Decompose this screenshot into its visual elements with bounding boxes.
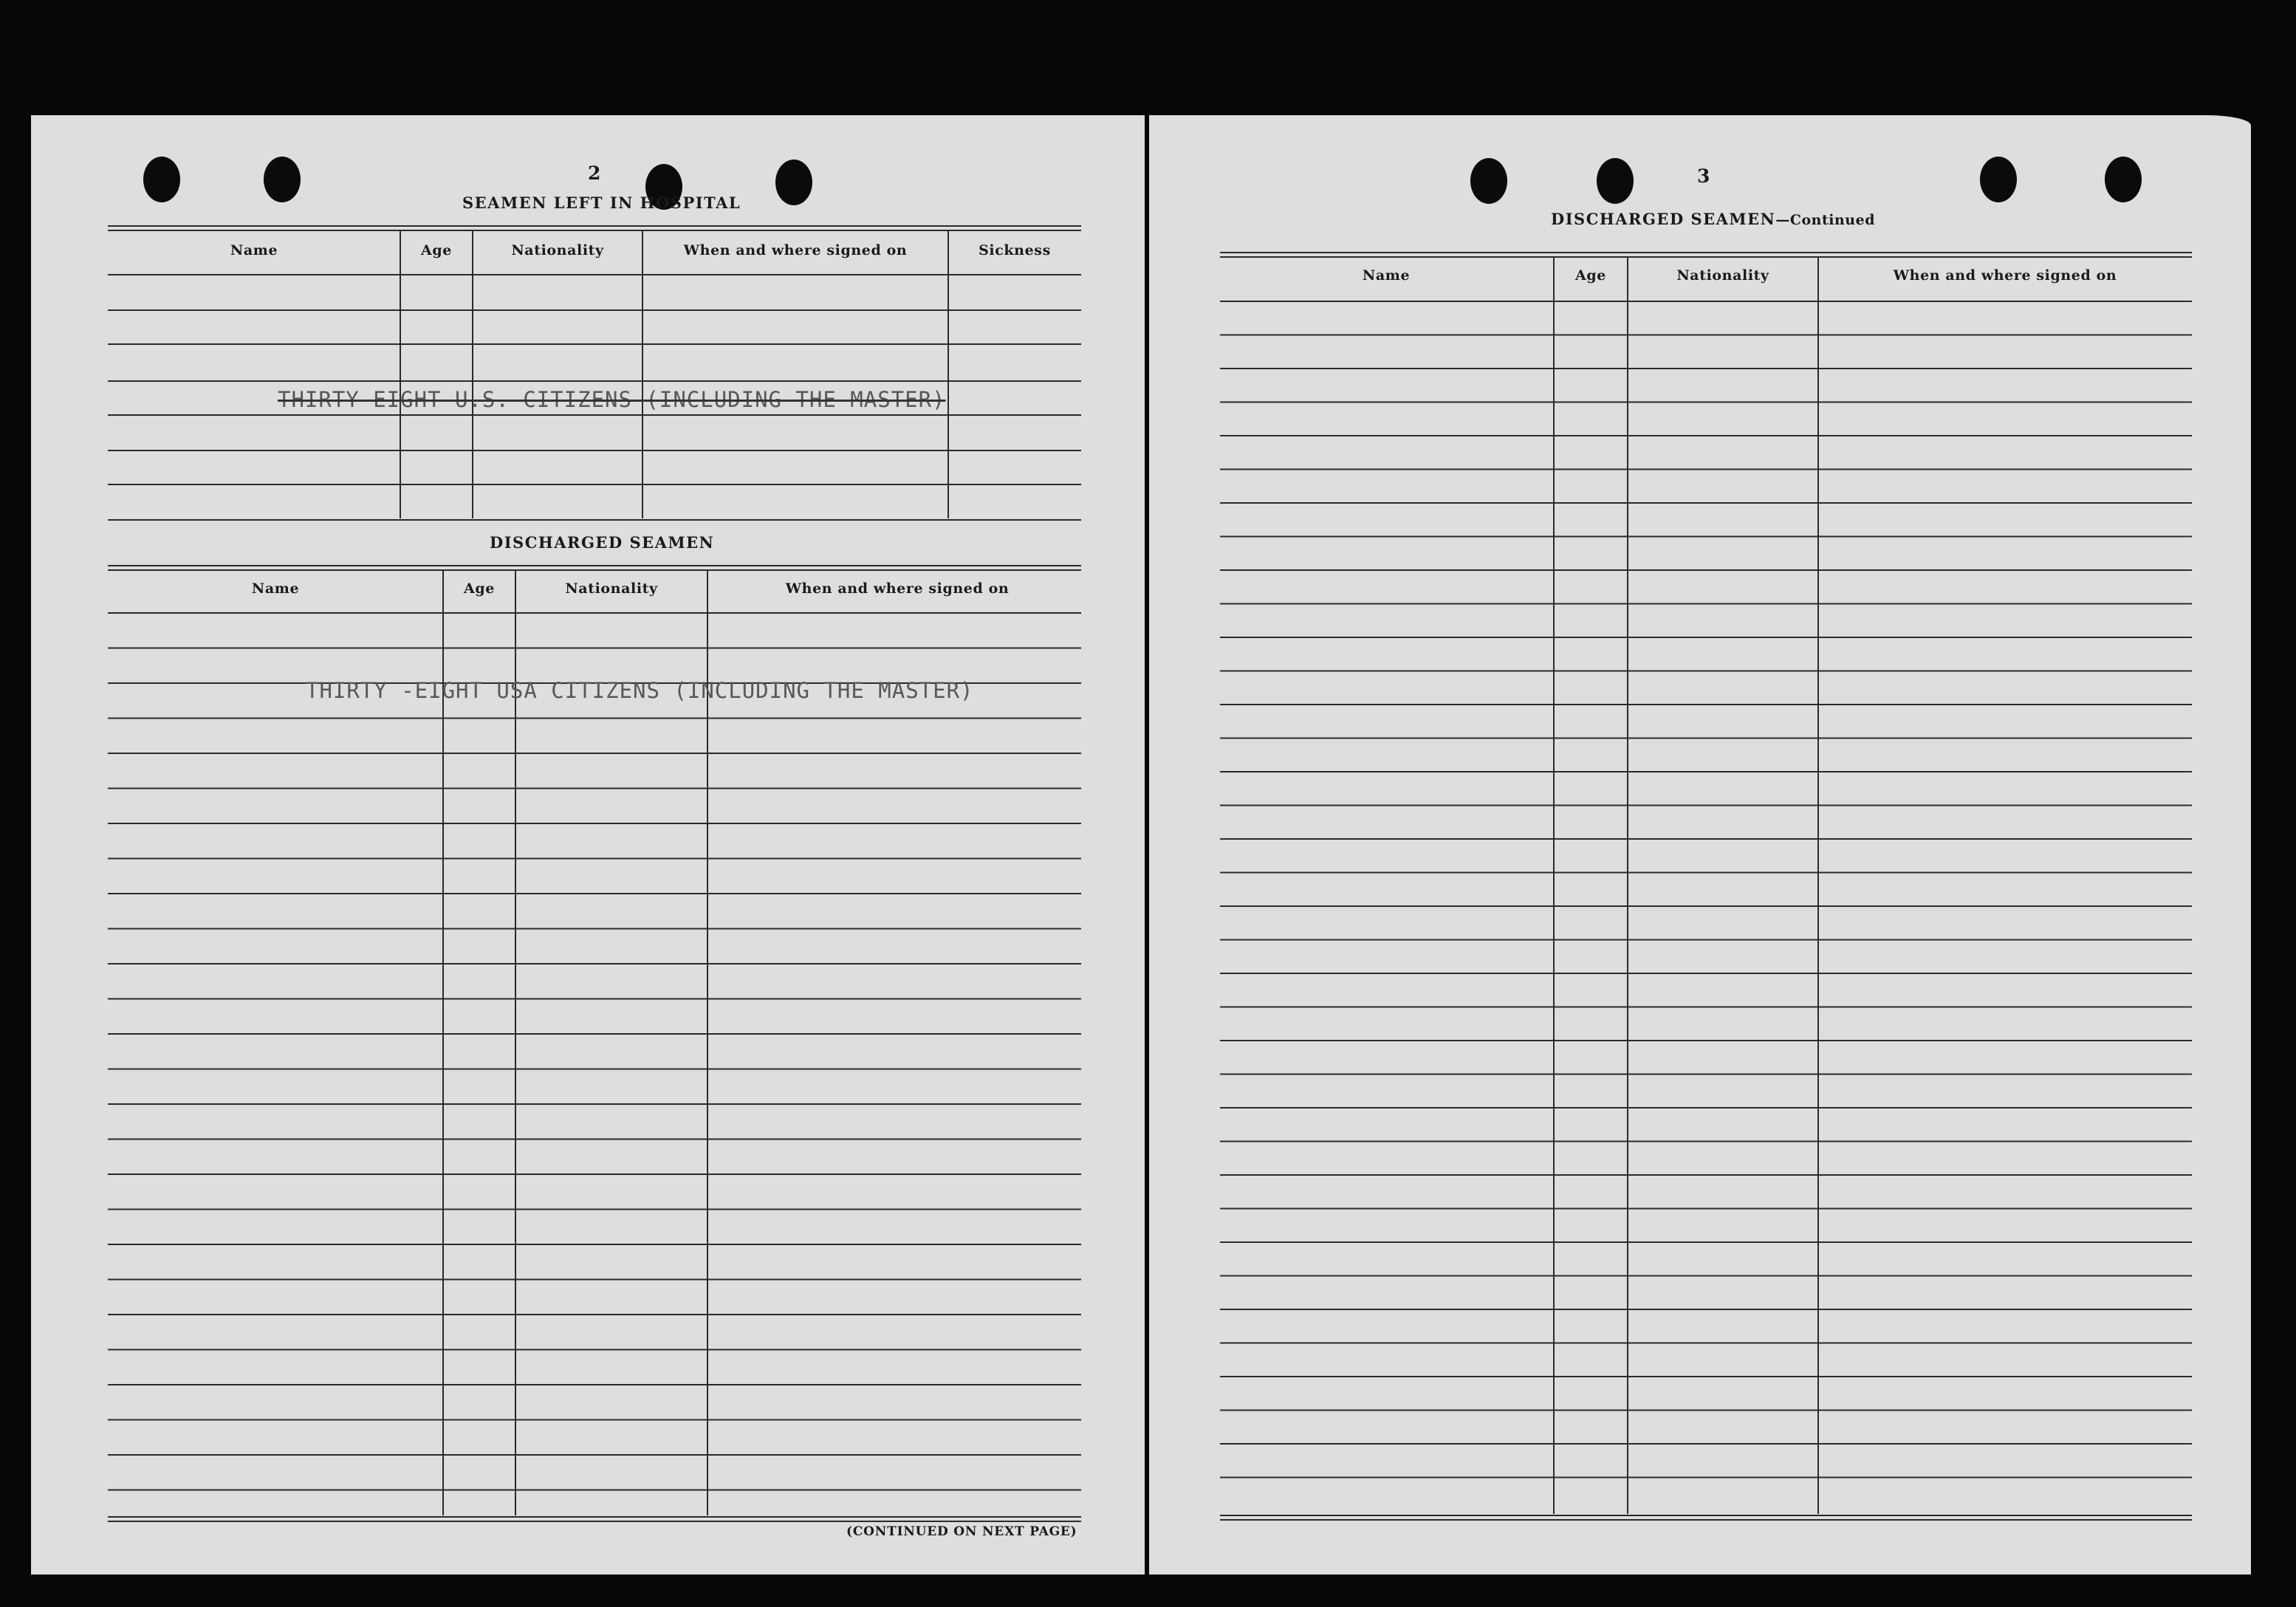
column-header-name: Name [1362, 267, 1411, 284]
typed-note: THIRTY -EIGHT USA CITIZENS (INCLUDING THE MASTER) [306, 678, 974, 703]
column-header-nationality: Nationality [565, 580, 658, 597]
column-header-name: Name [251, 580, 300, 597]
typed-note-struck: THIRTY-EIGHT U.S. CITIZENS (INCLUDING THE MASTER) [278, 387, 946, 412]
section-title-discharged-continued [1551, 210, 1875, 228]
page-number: 2 [588, 162, 601, 184]
section-title-hospital: SEAMEN LEFT IN HOSPITAL [462, 193, 741, 212]
title-main: DISCHARGED SEAMEN [1551, 210, 1776, 228]
page-number: 3 [1697, 165, 1710, 187]
column-header-nationality: Nationality [511, 242, 604, 258]
section-title-discharged: DISCHARGED SEAMEN [490, 533, 715, 552]
column-header-name: Name [230, 242, 278, 258]
title-continued: —Continued [1775, 212, 1875, 228]
column-header-sickness: Sickness [979, 242, 1051, 258]
column-header-signed-on: When and where signed on [1893, 267, 2117, 284]
column-header-age: Age [1575, 267, 1606, 284]
continued-footer: (CONTINUED ON NEXT PAGE) [846, 1524, 1077, 1539]
column-header-nationality: Nationality [1676, 267, 1769, 284]
column-header-age: Age [421, 242, 452, 258]
column-header-age: Age [464, 580, 495, 597]
column-header-signed-on: When and where signed on [785, 580, 1010, 597]
column-header-signed-on: When and where signed on [683, 242, 908, 258]
